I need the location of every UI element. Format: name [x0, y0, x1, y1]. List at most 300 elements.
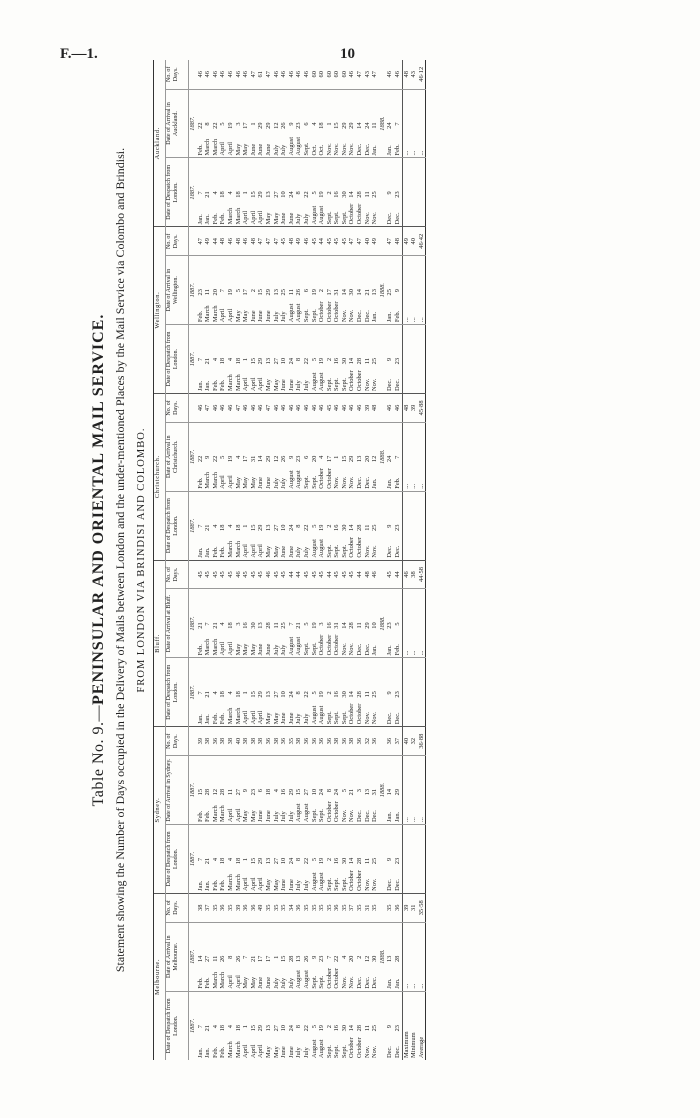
month: April [249, 377, 257, 391]
month: May [264, 879, 272, 891]
month: Dec. [386, 878, 394, 891]
arrival-date [295, 256, 303, 325]
days-count: 47 [348, 227, 356, 256]
day: 21 [363, 289, 371, 296]
arrival-date [250, 422, 258, 491]
despatch-date [227, 491, 235, 560]
year-label: 1888. [379, 256, 387, 325]
month: Nov. [348, 143, 356, 156]
despatch-date [356, 991, 364, 1060]
day: 18 [226, 622, 234, 629]
despatch-date [197, 325, 205, 394]
despatch-column-header: Date of Despatch from London. [166, 158, 189, 227]
month: Feb. [204, 977, 212, 989]
month: July [272, 644, 280, 656]
despatch-date [265, 325, 273, 394]
month: Dec. [371, 976, 379, 989]
month: June [249, 310, 257, 323]
day: 30 [348, 289, 356, 296]
day: 1 [333, 455, 341, 459]
month: Sept. [325, 544, 333, 558]
day: 15 [295, 788, 303, 796]
despatch-date [318, 325, 326, 394]
days-count: 45 [219, 560, 227, 589]
year-spacer [189, 893, 197, 922]
arrival-date [318, 256, 326, 325]
day: 25 [386, 289, 394, 296]
day: 22 [211, 122, 219, 129]
arrival-date [212, 756, 220, 825]
days-count: 35 [318, 893, 326, 922]
days-count: 46 [257, 393, 265, 422]
month: April [242, 544, 250, 558]
month: Dec. [363, 810, 371, 822]
day: 16 [280, 788, 288, 796]
month: Sept. [310, 309, 318, 323]
year-spacer [379, 393, 387, 422]
days-count: 60 [333, 60, 341, 89]
month: April [219, 141, 227, 156]
despatch-date [250, 658, 258, 727]
despatch-date [235, 991, 243, 1060]
arrival-date [356, 589, 364, 658]
arrival-date [295, 422, 303, 491]
month: April [226, 808, 234, 822]
day: 22 [302, 524, 310, 531]
day: 30 [340, 691, 348, 698]
arrival-date [394, 922, 402, 991]
day: 29 [264, 289, 272, 296]
days-count: 47 [386, 227, 394, 256]
month: May [249, 976, 257, 989]
arrival-date [333, 256, 341, 325]
days-count: 48 [219, 227, 227, 256]
day: 24 [386, 122, 394, 129]
day: 1 [242, 691, 250, 695]
arrival-date [197, 256, 205, 325]
day: 8 [295, 691, 303, 695]
month: April [242, 377, 250, 391]
arrival-date [273, 589, 281, 658]
days-count: 46 [356, 393, 364, 422]
despatch-date [326, 658, 334, 727]
days-count: 34 [288, 893, 296, 922]
despatch-column-header: Date of Despatch from London. [166, 658, 189, 727]
day: 26 [295, 289, 303, 296]
days-count: 46 [303, 393, 311, 422]
day: 19 [318, 357, 326, 365]
month: Feb. [394, 310, 402, 323]
days-count: 48 [394, 227, 402, 256]
day: 17 [325, 455, 333, 463]
month: March [219, 805, 227, 822]
days-count: 45 [386, 560, 394, 589]
month: March [204, 138, 212, 156]
days-count: 35 [341, 893, 349, 922]
month: July [280, 144, 288, 156]
day: 4 [211, 191, 219, 195]
table-row [235, 60, 243, 1060]
days-count: 38 [219, 727, 227, 756]
arrival-date [394, 422, 402, 491]
days-count: 43 [364, 60, 372, 89]
summary-spacer: ... [402, 756, 410, 825]
despatch-date [333, 158, 341, 227]
day: 11 [363, 691, 371, 698]
despatch-date [280, 491, 288, 560]
arrival-date [386, 922, 394, 991]
table-row [288, 60, 296, 1060]
day: 18 [219, 357, 227, 365]
month: March [204, 305, 212, 323]
month: July [272, 977, 280, 989]
arrival-date [394, 589, 402, 658]
day: 23 [394, 191, 402, 198]
day: 26 [302, 955, 310, 963]
month: June [264, 643, 272, 656]
despatch-date [348, 991, 356, 1060]
month: March [211, 138, 219, 156]
day: 13 [371, 289, 379, 296]
day: 21 [204, 524, 212, 531]
despatch-date [364, 824, 372, 893]
month: May [242, 810, 250, 822]
day: 4 [226, 357, 234, 362]
month: Nov. [340, 809, 348, 822]
month: May [264, 1046, 272, 1058]
year-label: 1887. [189, 922, 197, 991]
month: October [348, 203, 356, 225]
summary-spacer: ... [402, 922, 410, 991]
month: July [280, 811, 288, 822]
day: 25 [371, 857, 379, 865]
year-spacer [379, 325, 387, 394]
day: 4 [211, 524, 219, 528]
day: 4 [226, 524, 234, 528]
day: 28 [356, 191, 364, 198]
table-row [197, 60, 205, 1060]
day: 10 [280, 191, 288, 198]
month: Feb. [219, 379, 227, 391]
despatch-date [280, 824, 288, 893]
despatch-date [295, 991, 303, 1060]
summary-label [402, 491, 410, 560]
table-row [311, 60, 319, 1060]
month: Nov. [363, 1045, 371, 1058]
day: 7 [196, 357, 204, 362]
month: June [287, 1046, 295, 1058]
month: Sept. [302, 309, 310, 323]
day: 8 [226, 955, 234, 959]
month: August [310, 205, 318, 225]
day: 31 [333, 622, 341, 629]
day: 15 [249, 524, 257, 531]
arrival-date [386, 422, 394, 491]
table-row [326, 60, 334, 1060]
day: 14 [348, 357, 356, 365]
despatch-date [318, 491, 326, 560]
table-title [90, 60, 110, 1060]
month: July [302, 713, 310, 725]
arrival-date [212, 922, 220, 991]
days-count: 46 [235, 560, 243, 589]
arrival-date [235, 256, 243, 325]
month: April [226, 141, 234, 156]
despatch-date [257, 325, 265, 394]
month: Jan. [371, 645, 379, 656]
day: 17 [325, 289, 333, 296]
month: April [249, 1044, 257, 1058]
despatch-date [212, 325, 220, 394]
days-count: 36 [265, 727, 273, 756]
arrival-date [204, 756, 212, 825]
despatch-date [219, 491, 227, 560]
arrival-date [204, 89, 212, 158]
month: October [348, 870, 356, 891]
day: 14 [356, 289, 364, 296]
days-count: 48 [371, 393, 379, 422]
month: April [226, 308, 234, 323]
year-spacer [379, 658, 387, 727]
days-count: 47 [257, 227, 265, 256]
day: 21 [204, 357, 212, 365]
month: Dec. [386, 212, 394, 225]
despatch-date [303, 158, 311, 227]
days-count: 46 [280, 393, 288, 422]
despatch-date [280, 325, 288, 394]
day: 24 [287, 857, 295, 865]
month: Sept. [310, 975, 318, 989]
days-count: 47 [265, 227, 273, 256]
arrival-date [212, 589, 220, 658]
year-spacer [379, 560, 387, 589]
days-count: 44 [326, 560, 334, 589]
day: 15 [249, 691, 257, 698]
despatch-date [288, 991, 296, 1060]
arrival-column-header: Date of Arrival in Melbourne. [166, 922, 189, 991]
despatch-date [219, 158, 227, 227]
table-row [257, 60, 265, 1060]
days-count: 49 [204, 227, 212, 256]
year-spacer [379, 60, 387, 89]
day: 6 [302, 289, 310, 293]
day: 30 [340, 857, 348, 865]
arrival-date [356, 422, 364, 491]
despatch-date [212, 158, 220, 227]
day: 18 [219, 191, 227, 198]
days-count: 49 [295, 227, 303, 256]
days-count: 45 [242, 560, 250, 589]
arrival-date [318, 589, 326, 658]
despatch-date [257, 658, 265, 727]
day: 2 [325, 1025, 333, 1029]
day: 17 [242, 122, 250, 129]
arrival-date [326, 256, 334, 325]
month: March [211, 805, 219, 822]
month: Dec. [386, 712, 394, 725]
month: Nov. [348, 643, 356, 656]
arrival-date [356, 922, 364, 991]
days-count: 35 [212, 893, 220, 922]
day: 9 [386, 1025, 394, 1029]
year-spacer [189, 393, 197, 422]
month: August [318, 705, 326, 725]
days-count: 35 [265, 893, 273, 922]
day: 15 [333, 122, 341, 129]
despatch-date [288, 325, 296, 394]
arrival-date [303, 422, 311, 491]
day: 10 [280, 524, 288, 531]
table-row [273, 60, 281, 1060]
summary-value: 46 [402, 560, 410, 589]
arrival-date [295, 922, 303, 991]
month: Dec. [394, 878, 402, 891]
arrival-date [348, 922, 356, 991]
despatch-date [197, 824, 205, 893]
arrival-date [257, 589, 265, 658]
arrival-date [326, 422, 334, 491]
days-count: 35 [288, 727, 296, 756]
arrival-date [250, 922, 258, 991]
despatch-date [273, 158, 281, 227]
day: 30 [340, 1025, 348, 1032]
day: 8 [295, 857, 303, 862]
month: July [280, 977, 288, 989]
arrival-date [348, 756, 356, 825]
arrival-date [364, 422, 372, 491]
month: March [211, 472, 219, 489]
month: October [356, 870, 364, 891]
day: 29 [257, 857, 265, 865]
despatch-date [288, 658, 296, 727]
month: August [295, 136, 303, 156]
day: 14 [340, 289, 348, 296]
despatch-column-header: Date of Despatch from London. [166, 991, 189, 1060]
year-label: 1888. [379, 422, 387, 491]
day: 23 [394, 524, 402, 531]
days-count: 47 [197, 227, 205, 256]
days-count: 45 [273, 560, 281, 589]
despatch-date [371, 158, 379, 227]
month: August [295, 970, 303, 989]
day: 4 [211, 857, 219, 862]
month: Sept. [318, 975, 326, 989]
day: 6 [302, 122, 310, 126]
despatch-column-header: Date of Despatch from London. [166, 824, 189, 893]
day: 22 [302, 857, 310, 865]
despatch-date [386, 658, 394, 727]
table-row [219, 60, 227, 1060]
despatch-date [394, 158, 402, 227]
day: 8 [204, 122, 212, 126]
month: Feb. [196, 144, 204, 156]
day: 11 [272, 622, 280, 629]
despatch-date [394, 325, 402, 394]
day: 1 [242, 191, 250, 195]
arrival-date [311, 589, 319, 658]
day: 28 [264, 622, 272, 629]
despatch-date [356, 658, 364, 727]
day: 12 [211, 788, 219, 796]
month: July [280, 644, 288, 656]
month: June [287, 879, 295, 891]
day: 7 [196, 691, 204, 695]
despatch-date [197, 491, 205, 560]
days-count: 46 [394, 393, 402, 422]
day: 29 [257, 1025, 265, 1032]
arrival-date [219, 89, 227, 158]
summary-label [402, 824, 410, 893]
month: March [211, 971, 219, 989]
day: 8 [295, 524, 303, 528]
day: 22 [196, 455, 204, 463]
month: Feb. [196, 977, 204, 989]
days-count: 46 [227, 227, 235, 256]
day: 16 [333, 357, 341, 365]
day: 14 [348, 191, 356, 198]
despatch-date [212, 658, 220, 727]
day: 13 [264, 691, 272, 698]
arrival-date [235, 756, 243, 825]
days-count: 37 [348, 893, 356, 922]
day: 18 [318, 122, 326, 129]
city-heading: Christchurch. [154, 393, 166, 560]
day: 16 [325, 622, 333, 629]
month: October [356, 703, 364, 725]
day: 7 [219, 289, 227, 293]
despatch-date [212, 991, 220, 1060]
month: Sept. [333, 377, 341, 391]
table-row [303, 60, 311, 1060]
day: 18 [219, 857, 227, 865]
days-count: 36 [386, 727, 394, 756]
summary-spacer: ... [410, 922, 418, 991]
day: 17 [264, 955, 272, 963]
month: Sept. [325, 1045, 333, 1058]
summary-value: 39 [410, 393, 418, 422]
day: 13 [295, 955, 303, 963]
month: May [249, 643, 257, 656]
days-count: 45 [348, 560, 356, 589]
day: 13 [356, 455, 364, 463]
days-count: 47 [204, 393, 212, 422]
day: 29 [264, 455, 272, 463]
day: 23 [394, 1025, 402, 1032]
days-column-header: No. of Days. [166, 393, 189, 422]
day: 25 [371, 524, 379, 531]
month: Dec. [363, 310, 371, 323]
month: Jan. [196, 1047, 204, 1058]
day: 22 [302, 1025, 310, 1032]
day: 11 [363, 357, 371, 365]
summary-value: 45·88 [418, 393, 426, 422]
day: 3 [234, 122, 242, 126]
days-count: 46 [250, 393, 258, 422]
days-count: 38 [204, 727, 212, 756]
day: 19 [318, 691, 326, 698]
days-count: 46 [197, 60, 205, 89]
days-count: 38 [295, 727, 303, 756]
month: October [356, 537, 364, 558]
day: 10 [280, 691, 288, 698]
arrival-date [242, 422, 250, 491]
arrival-date [333, 589, 341, 658]
days-count: 46 [288, 60, 296, 89]
days-count: 44 [356, 560, 364, 589]
day: 4 [219, 622, 227, 626]
day: 9 [242, 788, 250, 793]
arrival-date [295, 589, 303, 658]
